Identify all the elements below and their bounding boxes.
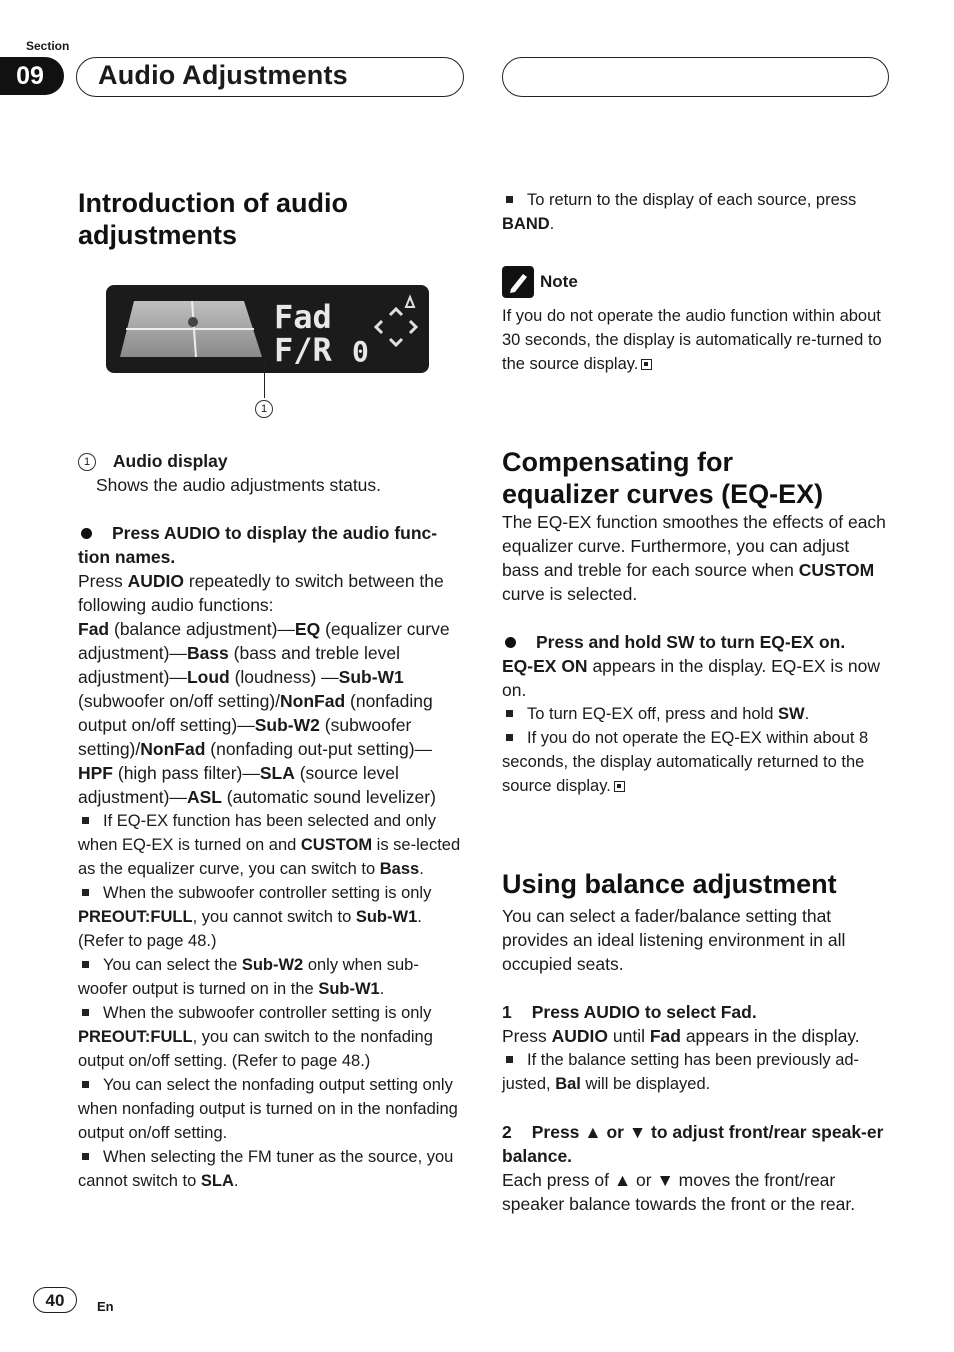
txt: appears in the display. [680, 1026, 860, 1046]
note-bullet-6 [78, 1145, 464, 1193]
txt: Press AUDIO to select Fad. [531, 1002, 757, 1022]
functions-paragraph [78, 569, 464, 809]
left-body [78, 449, 464, 1193]
txt: . [233, 1172, 239, 1190]
txt-bold: EQ-EX ON [502, 656, 588, 676]
txt: . [379, 980, 385, 998]
txt-bold: Bal [555, 1075, 581, 1093]
txt: (bass and treble level adjustment)— [78, 643, 400, 687]
txt-bold: SW [778, 705, 805, 723]
audio-display-number: 1 [78, 453, 96, 471]
txt: . (Refer to page 48.) [78, 908, 422, 950]
txt: . [549, 215, 555, 233]
txt: When selecting the FM tuner as the source, you cannot switch to [78, 1148, 454, 1190]
section-number-badge: 09 [0, 57, 64, 95]
return-bullet [502, 188, 888, 236]
txt-bold: CUSTOM [798, 560, 875, 580]
display-line1: Fad [274, 298, 332, 336]
callout-line [264, 362, 265, 398]
txt: . [419, 860, 424, 878]
txt: (source level adjustment)— [78, 763, 399, 807]
press-audio-step [78, 521, 464, 569]
header-empty-box [502, 57, 889, 97]
eqex-paragraph [502, 510, 888, 606]
section-title: Audio Adjustments [98, 60, 348, 90]
note-text [502, 304, 888, 376]
txt: (equalizer curve adjustment)— [78, 619, 450, 663]
txt: . [804, 705, 810, 723]
bullet-dot-icon [81, 528, 92, 539]
txt: , you can switch to the nonfading output on/off setting. (Refer to page 48.) [78, 1028, 433, 1070]
fn-loud: Loud [186, 667, 230, 687]
intro-heading [78, 187, 464, 251]
balance-paragraph: You can select a fader/balance setting that provides an ideal listening environment in all occupied seats. [502, 906, 846, 974]
note-pencil-icon [502, 266, 534, 298]
bullet-square-icon [82, 889, 89, 896]
txt: Press and hold SW to turn EQ-EX on. [536, 632, 846, 652]
fn-subw2: Sub-W2 [254, 715, 320, 735]
bullet-dot-icon [505, 637, 516, 648]
txt: If you do not operate the audio function within about 30 seconds, the display is automatically re-turned to the source display. [502, 307, 882, 373]
bullet-square-icon [506, 1056, 513, 1063]
arrow-keys-icon [376, 309, 416, 345]
intro-heading-line1: Introduction of audio [78, 188, 348, 218]
bullet-square-icon [506, 710, 513, 717]
eqex-bullet-1 [502, 702, 888, 726]
balance-heading: Using balance adjustment [502, 869, 837, 899]
fn-hpf: HPF [78, 763, 113, 783]
txt-bold: Sub-W2 [241, 956, 304, 974]
note-bullet-1 [78, 809, 464, 881]
audio-display-label: Audio display [112, 451, 228, 471]
txt: curve is selected. [502, 584, 638, 604]
note-bullet-3 [78, 953, 464, 1001]
txt: You can select the nonfading output setting only when nonfading output is turned on in the nonfading output on/off setting. [78, 1076, 458, 1142]
note-header [502, 266, 888, 298]
eqex-heading-line1: Compensating for [502, 447, 734, 477]
section-label: Section [26, 39, 70, 53]
txt: repeatedly to switch between the following audio functions: [78, 571, 444, 615]
txt: (nonfading output on/off setting)— [78, 691, 433, 735]
bullet-square-icon [82, 1081, 89, 1088]
end-mark-icon [641, 359, 652, 370]
txt: You can select the [103, 956, 242, 974]
txt-bold: PREOUT:FULL [78, 908, 193, 926]
callout-number: 1 [255, 400, 273, 418]
txt: To return to the display of each source, press [527, 191, 857, 209]
intro-heading-line2: adjustments [78, 220, 238, 250]
language-label: En [97, 1299, 114, 1314]
fn-subw1: Sub-W1 [338, 667, 404, 687]
note-bullet-5 [78, 1073, 464, 1145]
step-number: 1 [502, 1002, 512, 1022]
txt: The EQ-EX function smoothes the effects of each equalizer curve. Furthermore, you can adjust bass and treble for each source when [502, 512, 886, 580]
bullet-square-icon [82, 817, 89, 824]
eqex-on-text [502, 654, 888, 702]
note-bullet-2 [78, 881, 464, 953]
eqex-step [502, 630, 888, 654]
balance-step-1-bullet [502, 1048, 888, 1096]
txt: To turn EQ-EX off, press and hold [527, 705, 778, 723]
note-label: Note [540, 272, 578, 291]
txt-bold: Sub-W1 [318, 980, 380, 998]
audio-display-panel [106, 285, 429, 373]
page-number: 40 [33, 1287, 77, 1313]
txt: (nonfading out-put setting)— [205, 739, 433, 759]
txt: (high pass filter)— [113, 763, 260, 783]
balance-step-1-desc [502, 1024, 888, 1048]
press-audio-step-line2: tion names. [78, 547, 176, 567]
txt: If EQ-EX function has been selected and only when EQ-EX is turned on and [78, 812, 436, 854]
bullet-square-icon [82, 961, 89, 968]
right-column [502, 188, 888, 1216]
display-graphic [106, 285, 429, 373]
txt-bold: Fad [649, 1026, 681, 1046]
end-mark-icon [614, 781, 625, 792]
txt-bold: Sub-W1 [355, 908, 418, 926]
fn-eq: EQ [294, 619, 321, 639]
fn-asl: ASL [186, 787, 222, 807]
balance-step-2 [502, 1120, 888, 1168]
bullet-square-icon [82, 1153, 89, 1160]
bullet-square-icon [506, 196, 513, 203]
fn-sla: SLA [259, 763, 295, 783]
eqex-heading [502, 446, 888, 510]
callout-marker [255, 400, 273, 418]
txt: (subwoofer setting)/ [78, 715, 412, 759]
txt: until [608, 1026, 650, 1046]
txt-bold: PREOUT:FULL [78, 1028, 193, 1046]
txt: is se-lected as the equalizer curve, you can switch to [78, 836, 461, 878]
bullet-square-icon [506, 734, 513, 741]
txt: Press ▲ or ▼ to adjust front/rear speak-er balance. [502, 1122, 884, 1166]
balance-step-2-desc: Each press of ▲ or ▼ moves the front/rear speaker balance towards the front or the rear. [502, 1170, 856, 1214]
txt: When the subwoofer controller setting is only [103, 1004, 432, 1022]
audio-display-desc: Shows the audio adjustments status. [96, 475, 382, 495]
balance-step-1 [502, 1000, 888, 1024]
txt: only when sub-woofer output is turned on in the [78, 956, 419, 998]
txt: (automatic sound levelizer) [221, 787, 436, 807]
txt: , you cannot switch to [192, 908, 356, 926]
fn-nonfad: NonFad [280, 691, 346, 711]
fn-fad: Fad [78, 619, 110, 639]
fn-nonfad2: NonFad [140, 739, 206, 759]
txt: (balance adjustment)— [109, 619, 295, 639]
press-audio-step-line1: Press AUDIO to display the audio func- [112, 523, 438, 543]
txt: (subwoofer on/off setting)/ [78, 691, 281, 711]
eqex-heading-line2: equalizer curves (EQ-EX) [502, 479, 824, 509]
txt: Press [78, 571, 128, 591]
txt: When the subwoofer controller setting is only [103, 884, 432, 902]
txt: If you do not operate the EQ-EX within about 8 seconds, the display automatically returned to the source display. [502, 729, 869, 795]
txt-bold: AUDIO [127, 571, 184, 591]
txt-bold: BAND [502, 215, 550, 233]
txt-bold: Bass [379, 860, 420, 878]
note-bullet-4 [78, 1001, 464, 1073]
txt: appears in the display. EQ-EX is now on. [502, 656, 881, 700]
eqex-bullet-2 [502, 726, 888, 798]
bullet-square-icon [82, 1009, 89, 1016]
txt-bold: AUDIO [551, 1026, 608, 1046]
left-column [78, 187, 464, 251]
fn-bass: Bass [186, 643, 229, 663]
txt: If the balance setting has been previously ad-justed, [502, 1051, 860, 1093]
display-value: 0 [352, 335, 369, 368]
txt-bold: SLA [200, 1172, 234, 1190]
txt: Press [502, 1026, 552, 1046]
txt-bold: CUSTOM [300, 836, 373, 854]
display-line2: F/R [274, 331, 332, 369]
txt: will be displayed. [580, 1075, 711, 1093]
txt: (loudness) — [229, 667, 339, 687]
step-number: 2 [502, 1122, 512, 1142]
